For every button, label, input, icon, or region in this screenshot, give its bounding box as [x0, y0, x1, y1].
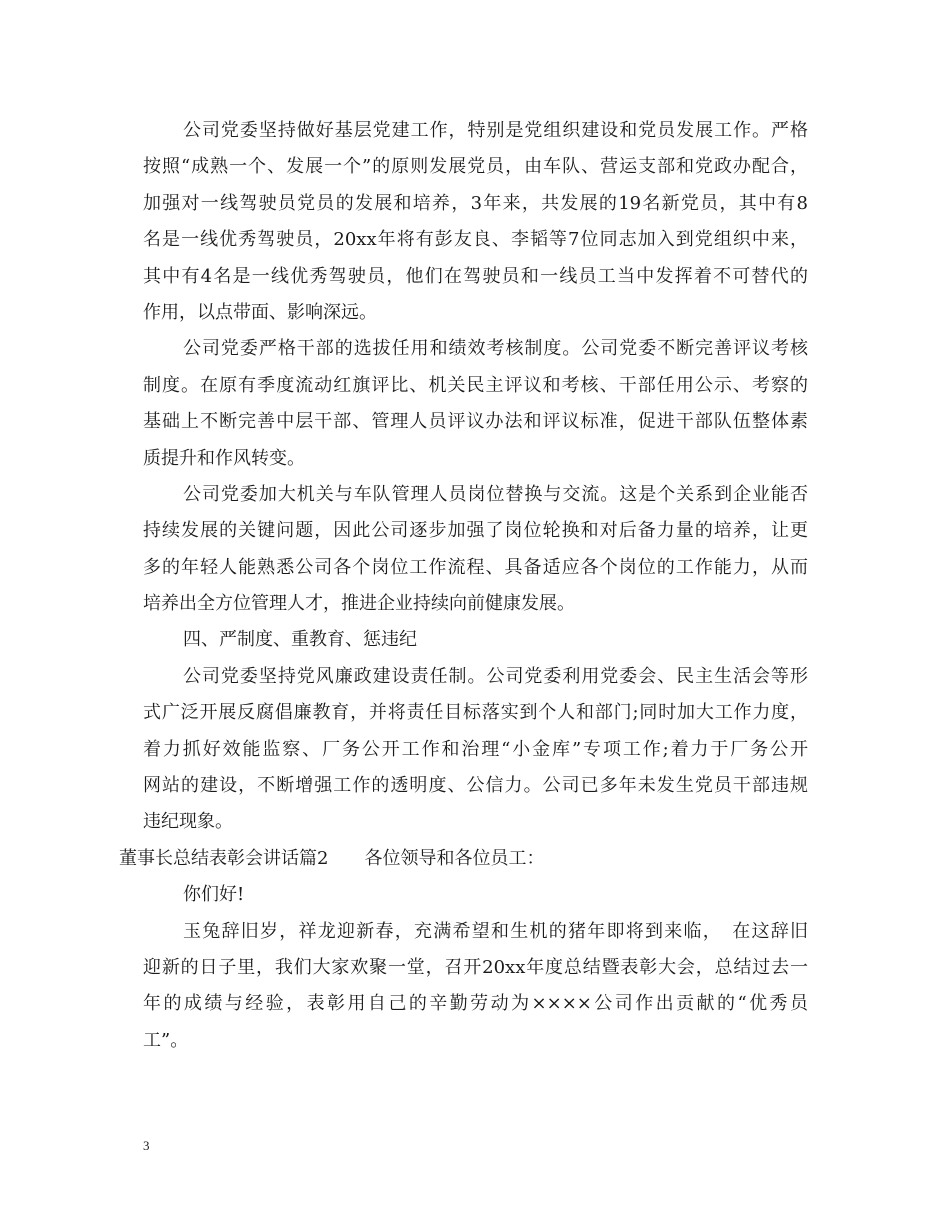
speech-title: 董事长总结表彰会讲话篇2 各位领导和各位员工：: [119, 847, 545, 869]
paragraph-line: 网站的建设，不断增强工作的透明度、公信力。公司已多年未发生党员干部违规: [143, 775, 808, 797]
paragraph-line: 公司党委加大机关与车队管理人员岗位替换与交流。这是个关系到企业能否: [183, 483, 808, 505]
paragraph-line: 其中有4名是一线优秀驾驶员，他们在驾驶员和一线员工当中发挥着不可替代的: [143, 265, 808, 287]
paragraph-line: 公司党委坚持党风廉政建设责任制。公司党委利用党委会、民主生活会等形: [183, 665, 808, 687]
paragraph-line: 公司党委坚持做好基层党建工作，特别是党组织建设和党员发展工作。严格: [183, 120, 808, 141]
paragraph-line: 名是一线优秀驾驶员，20xx年将有彭友良、李韬等7位同志加入到党组织中来，: [143, 229, 808, 251]
paragraph-line: 工”。: [143, 1029, 189, 1051]
paragraph-line: 制度。在原有季度流动红旗评比、机关民主评议和考核、干部任用公示、考察的: [143, 374, 808, 396]
paragraph-line: 基础上不断完善中层干部、管理人员评议办法和评议标准，促进干部队伍整体素: [143, 411, 808, 433]
paragraph-line: 质提升和作风转变。: [143, 447, 305, 469]
document-body: [119, 113, 808, 1059]
paragraph-line: 玉兔辞旧岁，祥龙迎新春，充满希望和生机的猪年即将到来临， 在这辞旧: [183, 920, 808, 942]
paragraph-line: 多的年轻人能熟悉公司各个岗位工作流程、具备适应各个岗位的工作能力，从而: [143, 556, 808, 578]
paragraph-line: 公司党委严格干部的选拔任用和绩效考核制度。公司党委不断完善评议考核: [183, 338, 808, 360]
paragraph-line: 培养出全方位管理人才，推进企业持续向前健康发展。: [143, 593, 575, 615]
paragraph-line: 着力抓好效能监察、厂务公开工作和治理“小金库”专项工作;着力于厂务公开: [143, 738, 808, 760]
paragraph-line: 持续发展的关键问题，因此公司逐步加强了岗位轮换和对后备力量的培养，让更: [143, 520, 808, 542]
page-number: 3: [143, 1138, 150, 1153]
paragraph-line: 按照“成熟一个、发展一个”的原则发展党员，由车队、营运支部和党政办配合，: [143, 156, 808, 178]
section-heading: 四、严制度、重教育、惩违纪: [183, 629, 417, 651]
paragraph-line: 年的成绩与经验，表彰用自己的辛勤劳动为××××公司作出贡献的“优秀员: [143, 993, 808, 1015]
paragraph-line: 迎新的日子里，我们大家欢聚一堂，召开20xx年度总结暨表彰大会，总结过去一: [143, 956, 808, 978]
paragraph-line: 加强对一线驾驶员党员的发展和培养，3年来，共发展的19名新党员，其中有8: [143, 192, 808, 214]
greeting-line: 你们好!: [183, 884, 245, 906]
paragraph-line: 式广泛开展反腐倡廉教育，并将责任目标落实到个人和部门;同时加大工作力度，: [143, 702, 808, 724]
paragraph-line: 违纪现象。: [143, 811, 233, 833]
paragraph-line: 作用，以点带面、影响深远。: [143, 301, 377, 323]
